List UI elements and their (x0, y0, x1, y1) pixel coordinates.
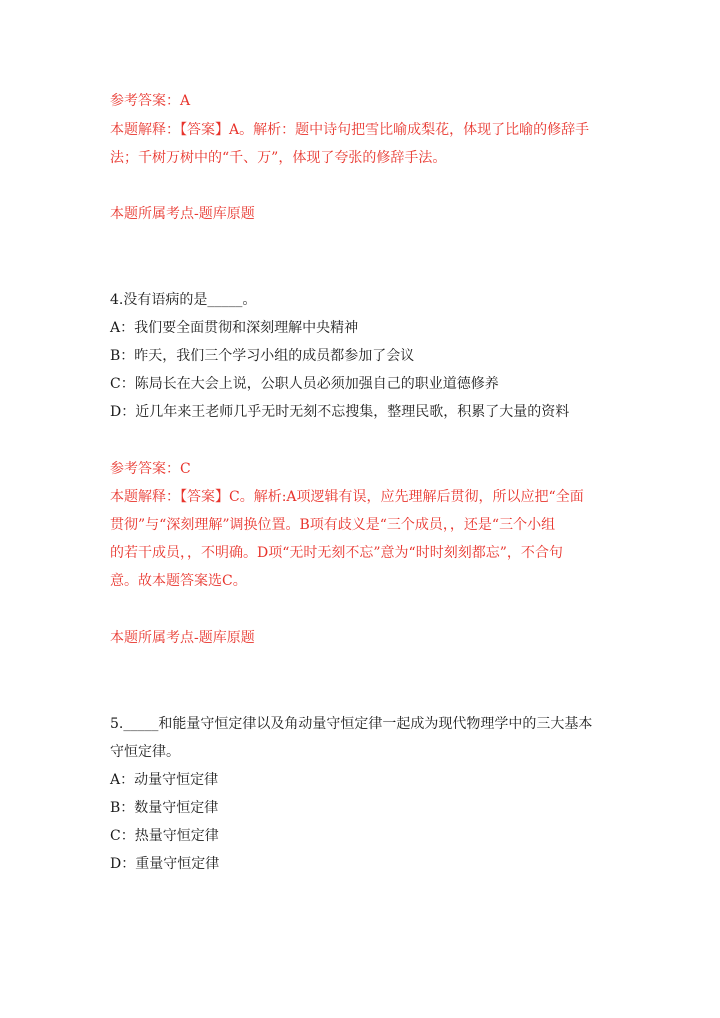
q4-explanation-line-4: 意。故本题答案选C。 (110, 573, 247, 589)
q3-explanation-line-1: 本题解释：【答案】A。解析：题中诗句把雪比喻成梨花，体现了比喻的修辞手 (110, 122, 590, 138)
q4-explanation-line-2: 贯彻”与“深刻理解”调换位置。B项有歧义是“三个成员，，还是“三个小组 (110, 517, 556, 533)
q4-explanation-line-3: 的若干成员，，不明确。D项“无时无刻不忘”意为“时时刻刻都忘”，不合句 (110, 545, 563, 561)
q3-explanation-line-2: 法；千树万树中的“千、万”，体现了夸张的修辞手法。 (110, 150, 447, 166)
q4-source: 本题所属考点-题库原题 (110, 630, 255, 646)
q5-stem-line-1: 5._____和能量守恒定律以及角动量守恒定律一起成为现代物理学中的三大基本 (110, 716, 593, 732)
q5-option-d: D：重量守恒定律 (110, 856, 220, 872)
q5-option-c: C：热量守恒定律 (110, 828, 219, 844)
q4-option-b: B：昨天，我们三个学习小组的成员都参加了会议 (110, 348, 415, 364)
q4-stem: 4.没有语病的是_____。 (110, 292, 257, 308)
q4-option-c: C：陈局长在大会上说，公职人员必须加强自己的职业道德修养 (110, 376, 499, 392)
q5-option-b: B：数量守恒定律 (110, 800, 219, 816)
q4-option-d: D：近几年来王老师几乎无时无刻不忘搜集，整理民歌，积累了大量的资料 (110, 404, 570, 420)
q5-stem-line-2: 守恒定律。 (110, 744, 180, 760)
q4-explanation-line-1: 本题解释：【答案】C。解析:A项逻辑有误，应先理解后贯彻，所以应把“全面 (110, 489, 584, 505)
q5-option-a: A：动量守恒定律 (110, 772, 219, 788)
q4-option-a: A：我们要全面贯彻和深刻理解中央精神 (110, 320, 359, 336)
q4-answer: 参考答案：C (110, 461, 191, 477)
q3-answer: 参考答案：A (110, 93, 191, 109)
q3-source: 本题所属考点-题库原题 (110, 206, 255, 222)
